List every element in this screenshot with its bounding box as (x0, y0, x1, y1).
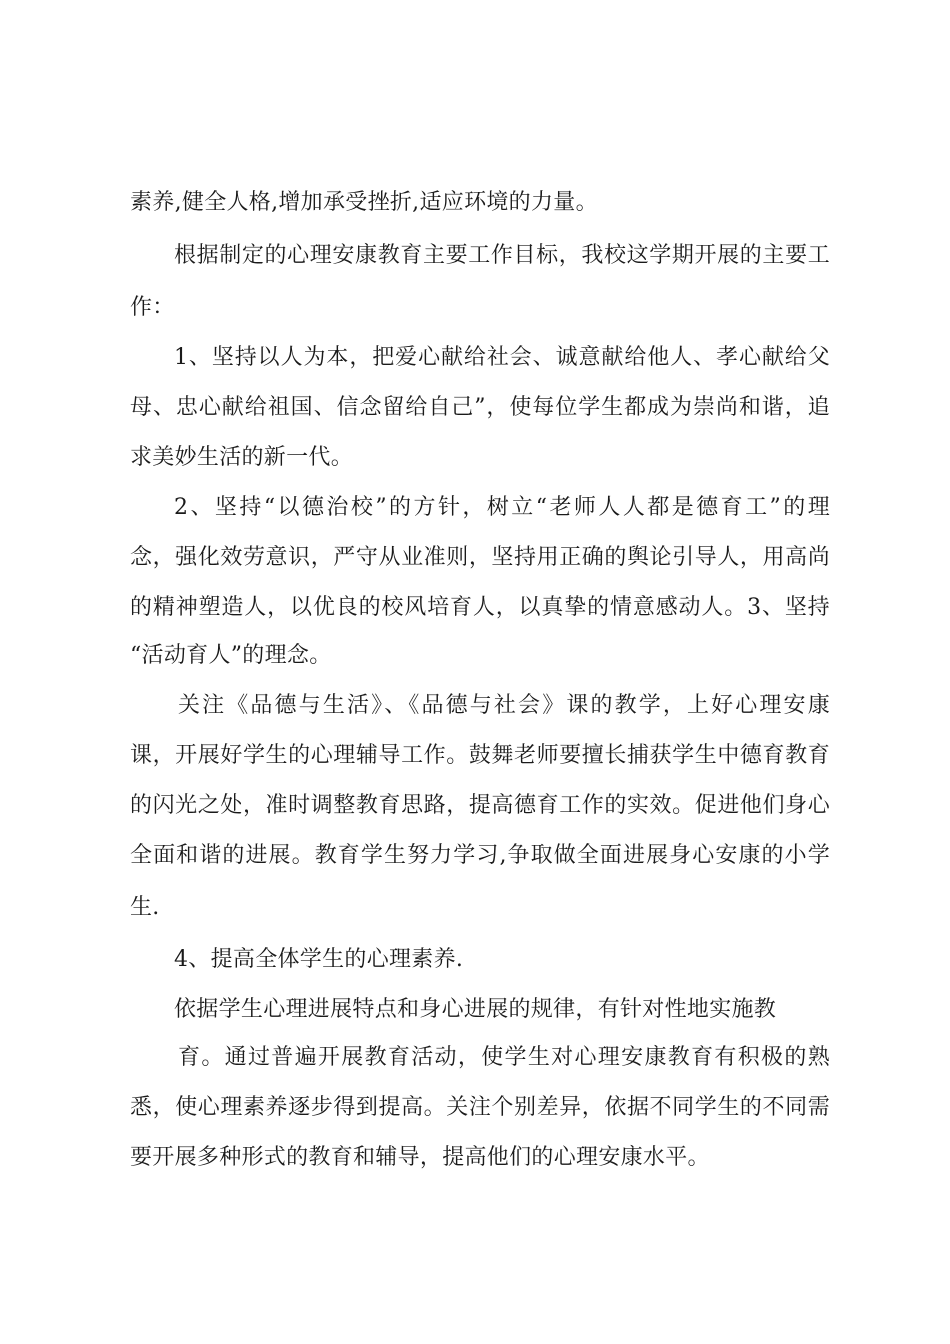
text-line: 关注《品德与生活》、《品德与社会》课的教学，上好心理安康 (178, 693, 830, 718)
text-line: 悉，使心理素养逐步得到提高。关注个别差异，依据不同学生的不同需 (130, 1095, 830, 1120)
text-line: 4、提高全体学生的心理素养. (174, 947, 464, 972)
text-line: 素养,健全人格,增加承受挫折,适应环境的力量。 (130, 190, 598, 215)
text-line: 育。通过普遍开展教育活动，使学生对心理安康教育有积极的熟 (178, 1045, 830, 1070)
text-line: 1、坚持以人为本，把爱心献给社会、诚意献给他人、孝心献给父 (174, 345, 830, 370)
text-line: 的闪光之处，准时调整教育思路，提高德育工作的实效。促进他们身心 (130, 793, 830, 818)
text-line: 念，强化效劳意识，严守从业准则，坚持用正确的舆论引导人，用高尚 (130, 545, 830, 570)
text-line: 求美妙生活的新一代。 (130, 445, 354, 470)
text-line: 课，开展好学生的心理辅导工作。鼓舞老师要擅长捕获学生中德育教育 (130, 743, 830, 768)
text-line: 的精神塑造人，以优良的校风培育人，以真挚的情意感动人。3、坚持 (130, 595, 830, 620)
text-line: 生. (130, 895, 160, 920)
text-line: 2、坚持“以德治校”的方针，树立“老师人人都是德育工”的理 (174, 495, 830, 520)
text-line: 母、忠心献给祖国、信念留给自己”，使每位学生都成为崇尚和谐，追 (130, 395, 830, 420)
text-line: “活动育人”的理念。 (130, 643, 332, 668)
text-line: 根据制定的心理安康教育主要工作目标，我校这学期开展的主要工 (174, 243, 830, 268)
text-line: 全面和谐的进展。教育学生努力学习,争取做全面进展身心安康的小学 (130, 843, 830, 868)
text-line: 作： (130, 295, 175, 320)
text-line: 要开展多种形式的教育和辅导，提高他们的心理安康水平。 (130, 1145, 710, 1170)
text-line: 依据学生心理进展特点和身心进展的规律，有针对性地实施教 (174, 997, 777, 1022)
